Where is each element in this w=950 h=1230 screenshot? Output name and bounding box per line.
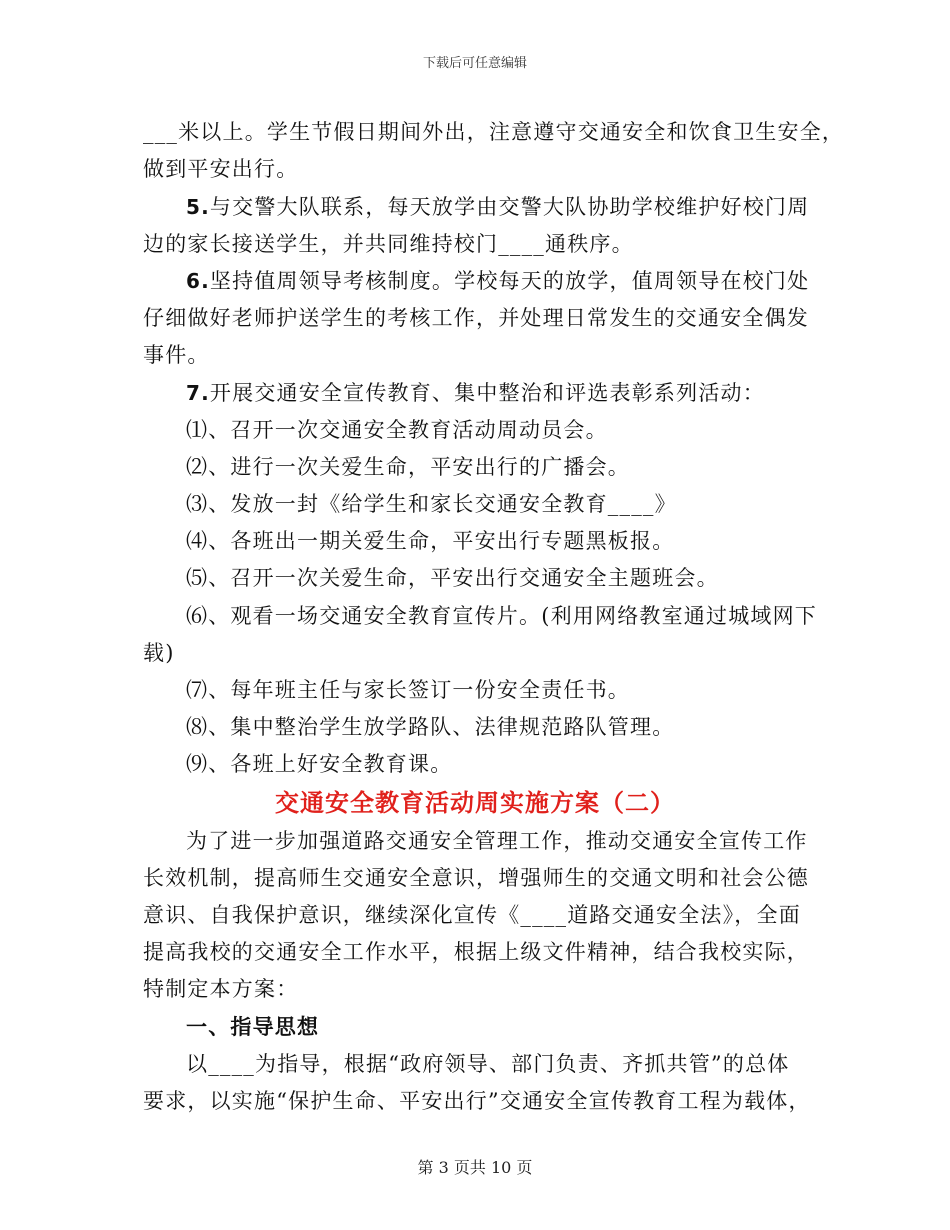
- text-line: 边的家长接送学生，并共同维持校门____通秩序。: [143, 232, 634, 256]
- text-line: 开展交通安全宣传教育、集中整治和评选表彰系列活动：: [209, 381, 765, 405]
- sub-item: ⑵、进行一次关爱生命，平安出行的广播会。: [186, 455, 630, 479]
- list-item-5: [186, 191, 809, 221]
- section-heading: 一、指导思想: [186, 1015, 320, 1039]
- sub-item: ⑸、召开一次关爱生命，平安出行交通安全主题班会。: [186, 566, 719, 590]
- text-line: ___米以上。学生节假日期间外出，注意遵守交通安全和饮食卫生安全，: [143, 120, 845, 144]
- paragraph-line: 以____为指导，根据“政府领导、部门负责、齐抓共管”的总体: [186, 1052, 790, 1076]
- text-line: 事件。: [143, 343, 210, 367]
- paragraph-line: 意识、自我保护意识，继续深化宣传《____道路交通安全法》，全面: [143, 903, 801, 927]
- item-number: 7.: [186, 381, 210, 405]
- sub-item: ⑷、各班出一期关爱生命，平安出行专题黑板报。: [186, 529, 675, 553]
- paragraph-line: 提高我校的交通安全工作水平，根据上级文件精神，结合我校实际，: [143, 940, 809, 964]
- paragraph-line: 要求，以实施“保护生命、平安出行”交通安全宣传教育工程为载体，: [143, 1089, 811, 1113]
- page-header: 下载后可任意编辑: [422, 56, 527, 71]
- sub-item: ⑴、召开一次交通安全教育活动周动员会。: [186, 418, 608, 442]
- page-footer: 第 3 页共 10 页: [417, 1158, 533, 1177]
- sub-item: ⑻、集中整治学生放学路队、法律规范路队管理。: [186, 715, 675, 739]
- text-line: 仔细做好老师护送学生的考核工作，并处理日常发生的交通安全偶发: [143, 306, 809, 330]
- text-line: 载): [143, 641, 175, 665]
- text-line: 做到平安出行。: [143, 157, 299, 181]
- list-item-7: [186, 377, 765, 407]
- sub-item: ⑼、各班上好安全教育课。: [186, 752, 453, 776]
- sub-item: ⑶、发放一封《给学生和家长交通安全教育____》: [186, 492, 677, 516]
- item-number: 6.: [186, 269, 210, 293]
- paragraph-line: 长效机制，提高师生交通安全意识，增强师生的交通文明和社会公德: [143, 866, 809, 890]
- item-number: 5.: [186, 195, 210, 219]
- sub-item: ⑺、每年班主任与家长签订一份安全责任书。: [186, 678, 630, 702]
- section-title: 交通安全教育活动周实施方案（二）: [275, 789, 675, 817]
- paragraph-line: 为了进一步加强道路交通安全管理工作，推动交通安全宣传工作: [186, 829, 808, 853]
- text-line: 与交警大队联系，每天放学由交警大队协助学校维护好校门周: [209, 195, 810, 219]
- sub-item: ⑹、观看一场交通安全教育宣传片。(利用网络教室通过城域网下: [186, 604, 817, 628]
- text-line: 坚持值周领导考核制度。学校每天的放学，值周领导在校门处: [209, 269, 810, 293]
- paragraph-line: 特制定本方案：: [143, 977, 299, 1001]
- list-item-6: [186, 265, 809, 295]
